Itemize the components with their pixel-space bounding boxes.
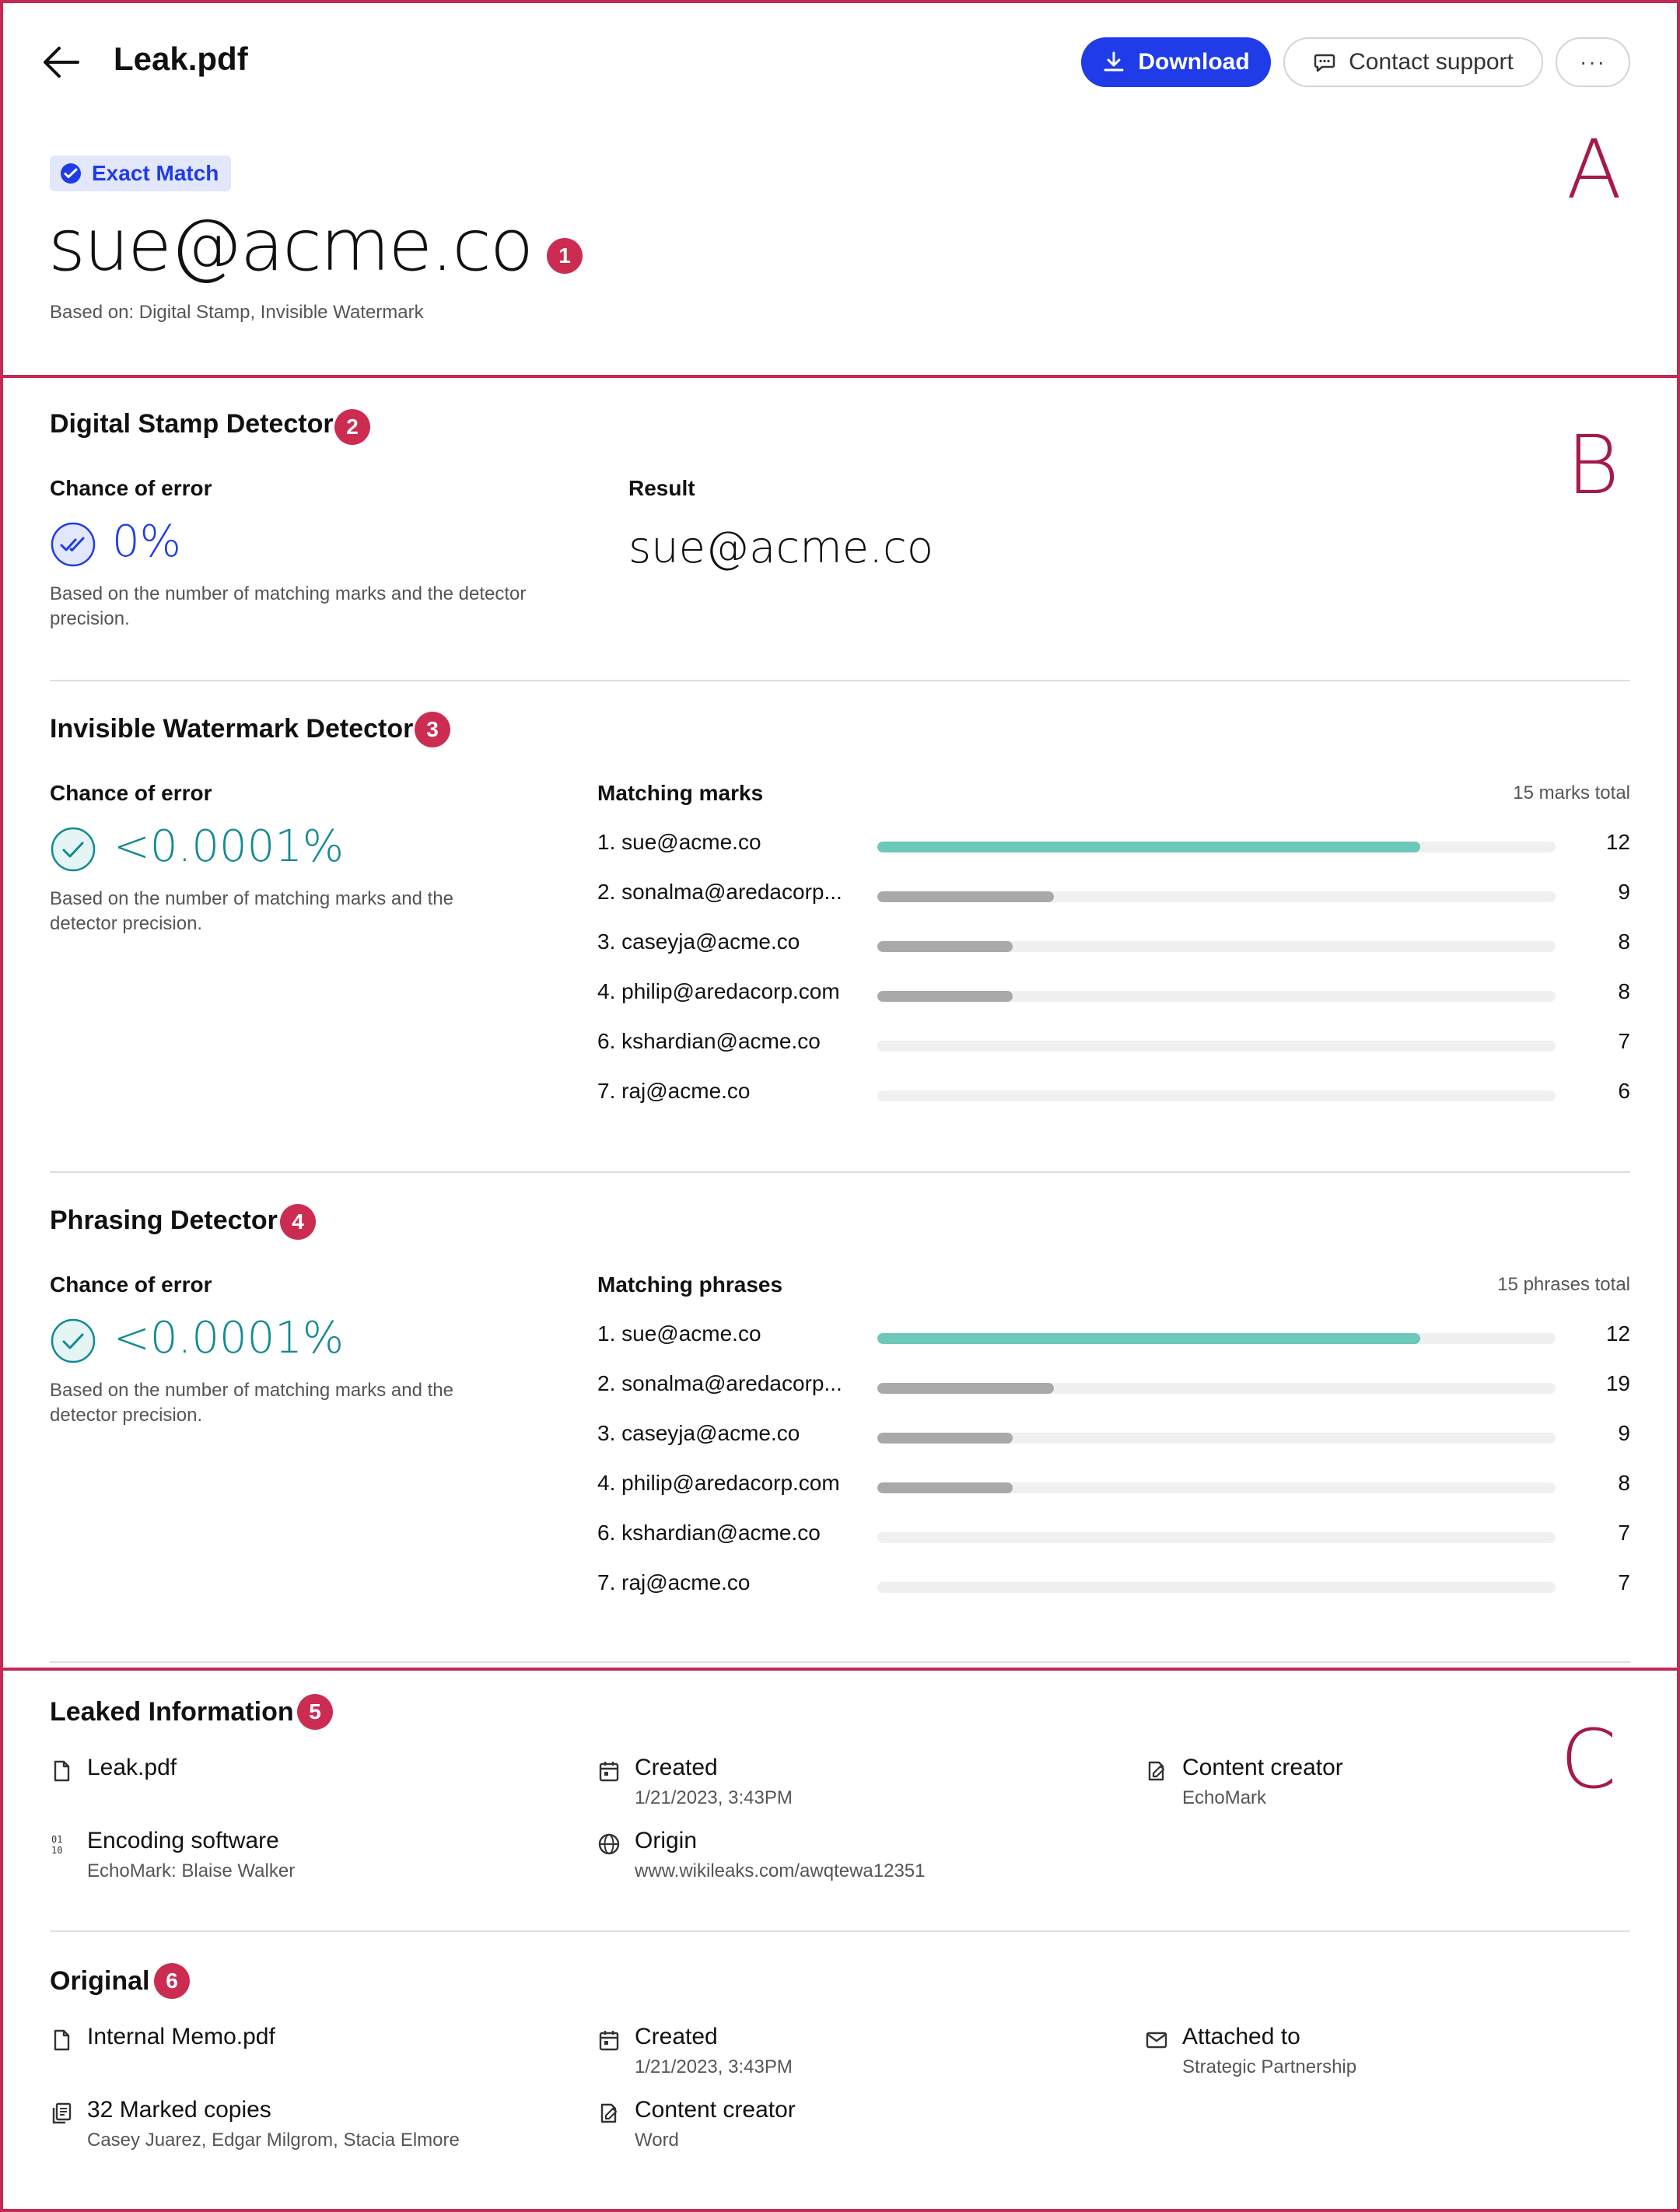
phrase-row-track [877,1482,1556,1493]
edit-document-icon [597,2102,621,2125]
mail-icon [1145,2028,1168,2052]
original-created-label: Created [635,2024,718,2049]
phrase-row-track [877,1532,1556,1543]
file-icon [50,2028,73,2052]
svg-text:01: 01 [51,1834,63,1845]
phrase-row-track [877,1383,1556,1394]
mark-row-count: 8 [1618,979,1630,1003]
leaked-encoding-label: Encoding software [87,1828,279,1853]
original-created-value: 1/21/2023, 3:43PM [635,2056,793,2077]
original-attached-label: Attached to [1182,2024,1300,2049]
phrase-row-count: 9 [1618,1421,1630,1445]
phrase-row-count: 12 [1605,1321,1630,1346]
digital-stamp-chance-label: Chance of error [50,476,212,500]
annotation-badge-4: 4 [280,1204,316,1240]
svg-text:10: 10 [51,1845,63,1856]
leaked-file-name: Leak.pdf [87,1755,177,1780]
more-options-button[interactable] [1556,37,1630,87]
edit-document-icon [1145,1759,1168,1783]
phrase-row [597,1471,1630,1502]
mark-row-track [877,1090,1556,1101]
phrase-row-bar [877,1383,1054,1394]
leaked-encoding-value: EchoMark: Blaise Walker [87,1860,296,1881]
leaked-origin-label: Origin [635,1828,698,1853]
mark-row-name: 6. kshardian@acme.co [597,1029,821,1053]
phrase-row-track [877,1333,1556,1344]
mark-row [597,1079,1630,1110]
phrase-row-name: 1. sue@acme.co [597,1321,761,1346]
phrasing-title: Phrasing Detector [50,1206,278,1235]
original-attached-value: Strategic Partnership [1182,2056,1357,2077]
watermark-chance-note: Based on the number of matching marks and the detector precision. [50,888,453,934]
digital-stamp-chance-value: 0% [112,516,181,567]
copies-icon [50,2102,73,2125]
digital-stamp-result-value: sue@acme.co [628,523,934,573]
file-icon [50,1759,73,1783]
back-button[interactable] [40,44,82,81]
phrase-row-name: 3. caseyja@acme.co [597,1421,800,1445]
globe-icon [597,1832,621,1856]
phrasing-chance-note: Based on the number of matching marks and the detector precision. [50,1380,453,1426]
phrase-row-track [877,1433,1556,1444]
phrase-row-name: 2. sonalma@aredacorp... [597,1371,842,1395]
matching-phrases-label: Matching phrases [597,1272,783,1297]
original-creator-value: Word [635,2130,679,2151]
mark-row-bar [877,991,1013,1002]
phrase-row-name: 7. raj@acme.co [597,1570,751,1594]
exact-match-label: Exact Match [92,161,219,185]
phrase-row-count: 7 [1618,1570,1630,1594]
section-divider [50,1661,1630,1663]
annotation-badge-2: 2 [334,409,370,445]
leaked-origin-value[interactable]: www.wikileaks.com/awqtewa12351 [635,1860,926,1881]
mark-row-track [877,891,1556,902]
mark-row-count: 8 [1618,929,1630,954]
phrasing-chance-value: <0.0001% [114,1313,345,1363]
watermark-title: Invisible Watermark Detector [50,714,414,744]
download-button-label: Download [1138,49,1250,75]
section-letter-b: B [1566,418,1620,513]
mark-row [597,979,1630,1010]
section-divider [50,1930,1630,1932]
phrase-row-name: 4. philip@aredacorp.com [597,1471,840,1495]
mark-row-name: 4. philip@aredacorp.com [597,979,840,1003]
phrase-row-bar [877,1433,1013,1444]
mark-row [597,830,1630,861]
contact-support-button[interactable] [1283,37,1543,87]
calendar-icon [597,2028,621,2052]
leaked-creator-value: EchoMark [1182,1787,1267,1808]
mark-row-name: 2. sonalma@aredacorp... [597,880,842,904]
digital-stamp-title: Digital Stamp Detector [50,409,334,439]
based-on-text: Based on: Digital Stamp, Invisible Watermark [50,302,424,323]
mark-row-count: 7 [1618,1029,1630,1053]
phrase-row-bar [877,1333,1420,1344]
mark-row-track [877,842,1556,852]
phrasing-chance-label: Chance of error [50,1272,212,1297]
verified-check-icon [59,162,82,185]
annotation-badge-1: 1 [547,238,583,274]
mark-row [597,880,1630,911]
check-circle-icon [50,826,96,873]
annotation-badge-3: 3 [415,712,450,747]
phrase-row-count: 7 [1618,1521,1630,1545]
binary-icon [50,1832,73,1856]
marks-total: 15 marks total [1513,782,1630,803]
original-file-name: Internal Memo.pdf [87,2024,275,2049]
mark-row-track [877,941,1556,952]
matching-marks-label: Matching marks [597,781,764,805]
digital-stamp-chance-note: Based on the number of matching marks and the detector precision. [50,583,527,629]
phrase-row-name: 6. kshardian@acme.co [597,1521,821,1545]
section-divider [50,680,1630,681]
mark-row [597,929,1630,961]
annotation-divider-b-c [0,1668,1680,1671]
double-check-icon [50,521,96,568]
watermark-chance-label: Chance of error [50,781,212,805]
download-icon [1102,51,1125,74]
leaked-creator-label: Content creator [1182,1755,1343,1780]
mark-row-bar [877,842,1420,852]
leaked-created-value: 1/21/2023, 3:43PM [635,1787,793,1808]
phrase-row [597,1521,1630,1552]
mark-row-count: 12 [1605,830,1630,854]
arrow-left-icon [42,45,81,79]
mark-row-count: 6 [1618,1079,1630,1103]
mark-row-name: 1. sue@acme.co [597,830,761,854]
leaked-created-label: Created [635,1755,718,1780]
phrase-row-bar [877,1482,1013,1493]
section-letter-a: A [1566,122,1622,217]
phrase-row [597,1371,1630,1402]
phrases-total: 15 phrases total [1497,1274,1630,1295]
more-options-label: ··· [1580,50,1606,74]
download-button[interactable] [1081,37,1271,87]
digital-stamp-result-label: Result [628,476,695,500]
mark-row [597,1029,1630,1060]
mark-row-name: 7. raj@acme.co [597,1079,751,1103]
mark-row-bar [877,941,1013,952]
annotation-badge-6: 6 [154,1963,190,1999]
phrase-row [597,1421,1630,1452]
calendar-icon [597,1759,621,1783]
section-letter-c: C [1560,1712,1617,1807]
section-divider [50,1171,1630,1173]
page-title: Leak.pdf [114,40,248,77]
phrase-row-track [877,1582,1556,1593]
annotation-divider-a-b [0,375,1680,378]
matched-email: sue@acme.co [48,204,533,287]
chat-icon [1313,51,1336,74]
phrase-row [597,1321,1630,1353]
leaked-info-title: Leaked Information [50,1697,294,1727]
mark-row-bar [877,891,1054,902]
mark-row-name: 3. caseyja@acme.co [597,929,800,954]
exact-match-badge [50,156,231,191]
phrase-row [597,1570,1630,1601]
mark-row-track [877,1041,1556,1052]
original-copies-label: 32 Marked copies [87,2097,271,2123]
original-creator-label: Content creator [635,2097,796,2123]
annotation-badge-5: 5 [297,1694,333,1730]
original-title: Original [50,1966,150,1996]
check-circle-icon [50,1318,96,1364]
watermark-chance-value: <0.0001% [114,821,345,872]
mark-row-track [877,991,1556,1002]
phrase-row-count: 19 [1605,1371,1630,1395]
phrase-row-count: 8 [1618,1471,1630,1495]
contact-support-label: Contact support [1349,49,1514,75]
mark-row-count: 9 [1618,880,1630,904]
original-copies-value: Casey Juarez, Edgar Milgrom, Stacia Elmore [87,2130,460,2151]
